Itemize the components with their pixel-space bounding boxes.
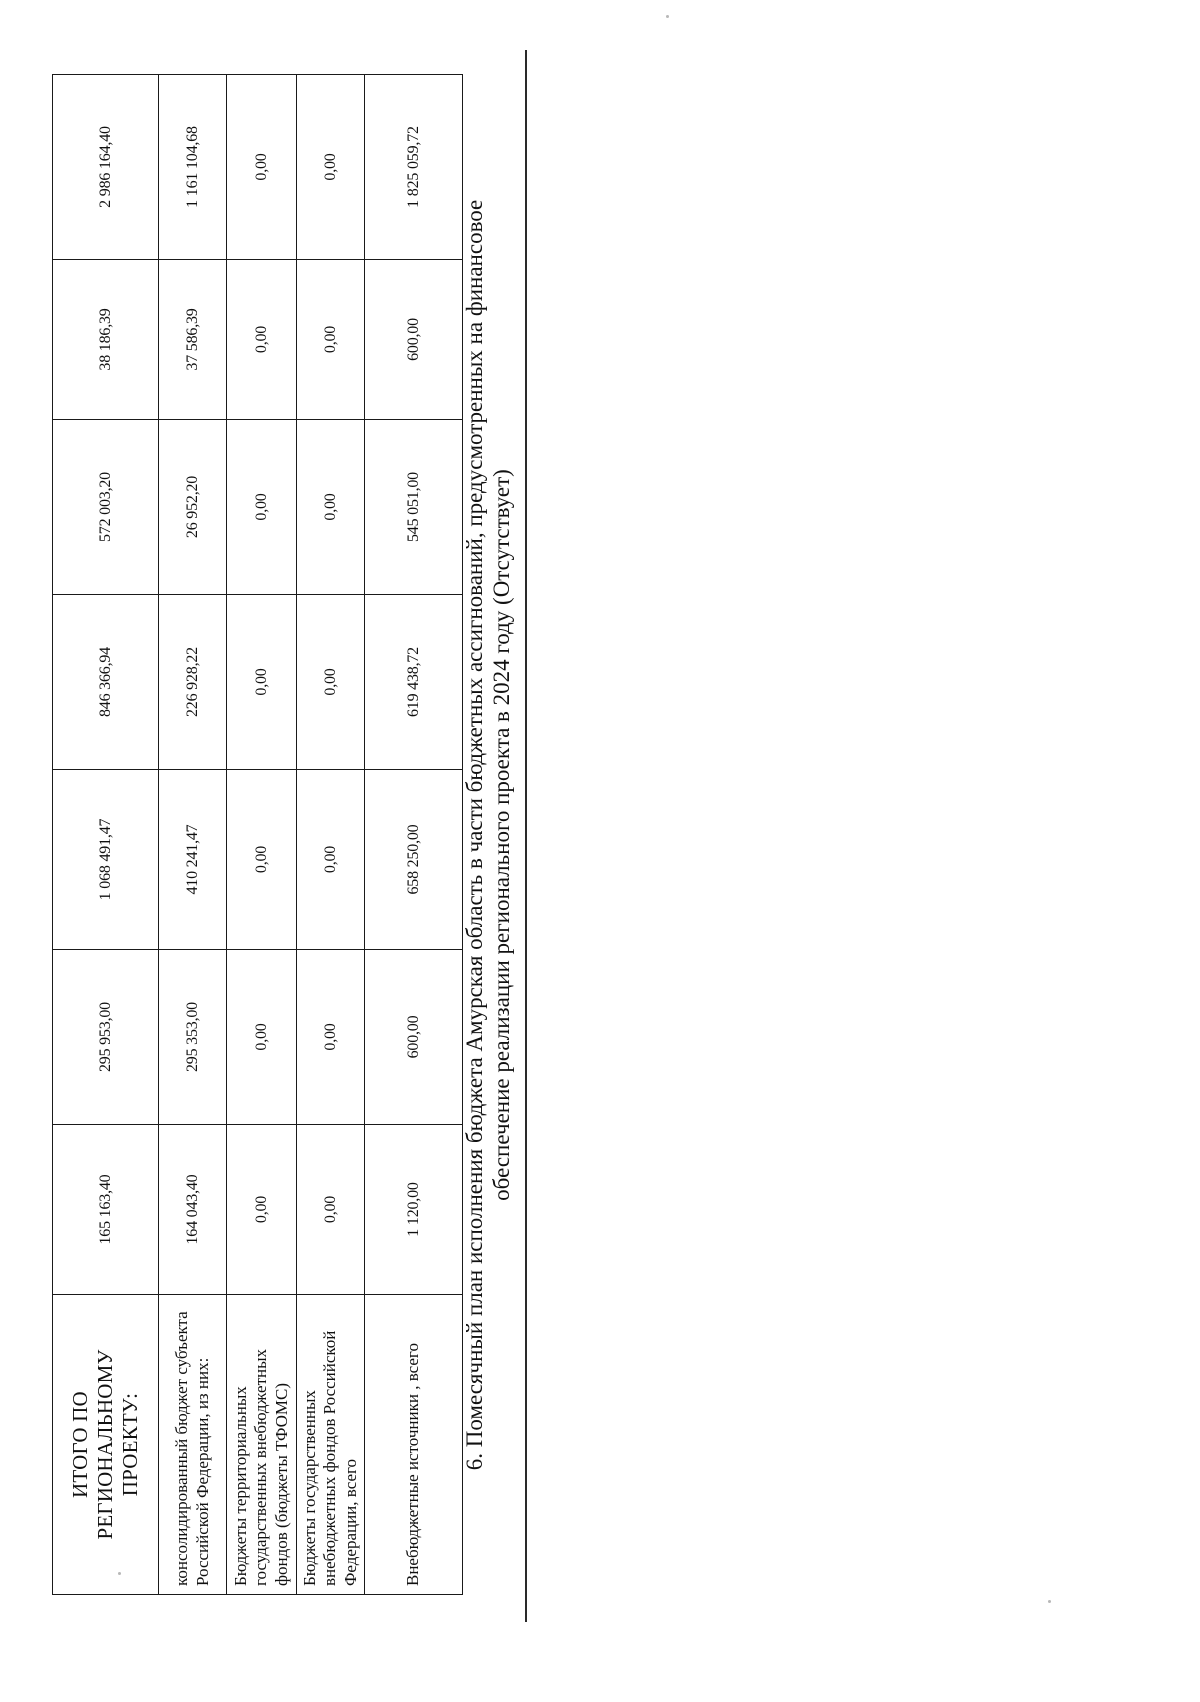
table-cell: 38 186,39 xyxy=(53,260,159,420)
table-cell: 619 438,72 xyxy=(365,595,463,770)
table-cell: 0,00 xyxy=(227,770,297,950)
table-cell: 226 928,22 xyxy=(159,595,227,770)
horizontal-rule xyxy=(525,50,527,1622)
table-cell: 600,00 xyxy=(365,260,463,420)
row-label-consolidated-budget: консолидированный бюджет субъекта Российской Федерации, из них: xyxy=(159,1295,227,1595)
scan-speck xyxy=(118,1572,121,1575)
table-cell: 2 986 164,40 xyxy=(53,75,159,260)
row-label-total: ИТОГО ПО РЕГИОНАЛЬНОМУ ПРОЕКТУ: xyxy=(53,1295,159,1595)
scan-speck xyxy=(1048,1600,1051,1603)
rotated-page-content xyxy=(0,42,1200,1702)
table-cell: 295 953,00 xyxy=(53,950,159,1125)
section-heading xyxy=(462,75,516,1595)
table-cell: 1 825 059,72 xyxy=(365,75,463,260)
table-cell: 1 120,00 xyxy=(365,1125,463,1295)
financing-table xyxy=(52,74,463,1595)
table-cell: 0,00 xyxy=(297,595,365,770)
table-cell: 165 163,40 xyxy=(53,1125,159,1295)
table-cell: 0,00 xyxy=(297,1125,365,1295)
section-heading-line-2: обеспечение реализации регионального проекта в 2024 году (Отсутствует) xyxy=(488,469,514,1201)
table-row-tfoms-budgets xyxy=(227,75,297,1595)
table-row-total xyxy=(53,75,159,1595)
table-cell: 545 051,00 xyxy=(365,420,463,595)
table-cell: 0,00 xyxy=(227,950,297,1125)
table-cell: 295 353,00 xyxy=(159,950,227,1125)
table-cell: 0,00 xyxy=(227,420,297,595)
table-cell: 0,00 xyxy=(227,260,297,420)
table-cell: 846 366,94 xyxy=(53,595,159,770)
table-cell: 1 068 491,47 xyxy=(53,770,159,950)
table-cell: 0,00 xyxy=(297,75,365,260)
table-cell: 26 952,20 xyxy=(159,420,227,595)
table-cell: 1 161 104,68 xyxy=(159,75,227,260)
table-cell: 0,00 xyxy=(297,420,365,595)
table-cell: 572 003,20 xyxy=(53,420,159,595)
table-cell: 37 586,39 xyxy=(159,260,227,420)
table-cell: 0,00 xyxy=(227,75,297,260)
table-row-consolidated-budget xyxy=(159,75,227,1595)
table-row-extrabudgetary-sources xyxy=(365,75,463,1595)
table-cell: 600,00 xyxy=(365,950,463,1125)
row-label-extrabudgetary-sources: Внебюджетные источники , всего xyxy=(365,1295,463,1595)
table-cell: 164 043,40 xyxy=(159,1125,227,1295)
scan-speck xyxy=(666,15,669,18)
table-row-state-extrabudgetary-funds xyxy=(297,75,365,1595)
row-label-state-extrabudgetary-funds: Бюджеты государственных внебюджетных фондов Российской Федерации, всего xyxy=(297,1295,365,1595)
table-cell: 658 250,00 xyxy=(365,770,463,950)
table-cell: 0,00 xyxy=(227,1125,297,1295)
section-heading-line-1: 6. Помесячный план исполнения бюджета Амурская область в части бюджетных ассигнований, предусмотренных на финансовое xyxy=(462,199,487,1471)
table-cell: 0,00 xyxy=(297,260,365,420)
table-cell: 410 241,47 xyxy=(159,770,227,950)
table-cell: 0,00 xyxy=(297,770,365,950)
table-cell: 0,00 xyxy=(227,595,297,770)
table-cell: 0,00 xyxy=(297,950,365,1125)
row-label-tfoms-budgets: Бюджеты территориальных государственных внебюджетных фондов (бюджеты ТФОМС) xyxy=(227,1295,297,1595)
